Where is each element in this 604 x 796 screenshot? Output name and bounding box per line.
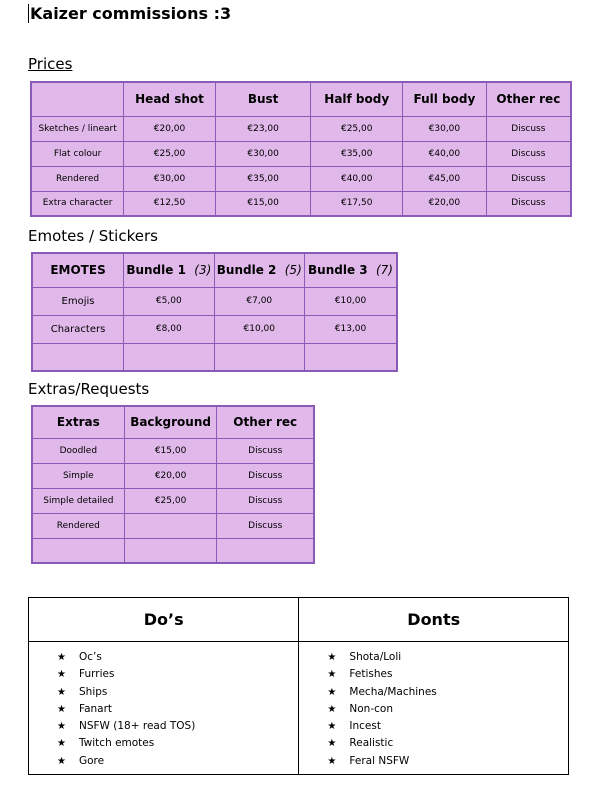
table-cell: €35,00	[215, 166, 311, 191]
emotes-header-row	[32, 253, 397, 287]
table-cell: €12,50	[124, 191, 216, 216]
list-item: ★ Furries	[57, 666, 298, 683]
table-cell: Characters	[32, 315, 124, 343]
table-row	[31, 141, 571, 166]
star-icon: ★	[327, 703, 337, 715]
table-cell: Simple	[32, 463, 124, 488]
table-cell: Rendered	[32, 513, 124, 538]
emotes-header-cell: EMOTES	[32, 253, 124, 287]
emotes-table	[31, 252, 398, 372]
extras-table	[31, 405, 315, 564]
table-row	[32, 343, 397, 371]
list-item: ★ Fanart	[57, 701, 298, 718]
dos-heading: Do’s	[29, 598, 299, 642]
table-cell	[124, 538, 217, 563]
emotes-header-cell: Bundle 2 (5)	[214, 253, 304, 287]
table-cell: €45,00	[403, 166, 487, 191]
table-cell: €17,50	[311, 191, 403, 216]
star-icon: ★	[327, 652, 337, 663]
extras-header-cell: Extras	[32, 406, 124, 438]
table-cell: Flat colour	[31, 141, 124, 166]
emotes-header-cell: Bundle 3 (7)	[305, 253, 398, 287]
table-cell: €10,00	[214, 315, 304, 343]
table-cell: €40,00	[311, 166, 403, 191]
table-cell: €15,00	[215, 191, 311, 216]
list-item: ★ Shota/Loli	[327, 649, 568, 666]
table-cell: €30,00	[215, 141, 311, 166]
prices-header-cell: Other rec	[486, 82, 571, 116]
table-cell: Simple detailed	[32, 488, 124, 513]
prices-header-cell: Bust	[215, 82, 311, 116]
table-row	[32, 513, 314, 538]
table-cell: €25,00	[124, 141, 216, 166]
list-item: ★ Realistic	[327, 735, 568, 752]
table-row	[32, 438, 314, 463]
table-row	[31, 191, 571, 216]
table-cell: €20,00	[403, 191, 487, 216]
table-cell: Sketches / lineart	[31, 116, 124, 141]
table-cell	[32, 538, 124, 563]
table-cell	[124, 343, 214, 371]
table-cell: Discuss	[486, 166, 571, 191]
table-cell: €20,00	[124, 463, 217, 488]
table-cell: €25,00	[311, 116, 403, 141]
table-cell: €25,00	[124, 488, 217, 513]
table-cell: €40,00	[403, 141, 487, 166]
table-cell: Discuss	[486, 141, 571, 166]
table-row	[31, 116, 571, 141]
table-cell: Discuss	[217, 438, 314, 463]
list-item: ★ Oc’s	[57, 649, 298, 666]
prices-heading: Prices	[28, 55, 73, 73]
extras-header-cell: Background	[124, 406, 217, 438]
table-cell	[305, 343, 398, 371]
list-item: ★ Twitch emotes	[57, 735, 298, 752]
table-row	[32, 315, 397, 343]
table-cell: Discuss	[217, 463, 314, 488]
table-cell: Discuss	[217, 488, 314, 513]
table-cell: Emojis	[32, 287, 124, 315]
extras-header-cell: Other rec	[217, 406, 314, 438]
table-cell: €23,00	[215, 116, 311, 141]
table-cell: Discuss	[486, 116, 571, 141]
table-cell: €13,00	[305, 315, 398, 343]
table-cell: Discuss	[217, 513, 314, 538]
prices-header-row	[31, 82, 571, 116]
star-icon: ★	[327, 755, 337, 767]
table-cell: €10,00	[305, 287, 398, 315]
star-icon: ★	[57, 686, 66, 698]
list-item: ★ Non-con	[327, 701, 568, 718]
emotes-header-cell: Bundle 1 (3)	[124, 253, 214, 287]
star-icon: ★	[57, 755, 66, 767]
dos-cell	[29, 642, 299, 775]
prices-header-cell	[31, 82, 124, 116]
table-cell: Doodled	[32, 438, 124, 463]
table-cell: Extra character	[31, 191, 124, 216]
prices-header-cell: Half body	[311, 82, 403, 116]
table-cell: Discuss	[486, 191, 571, 216]
list-item: ★ NSFW (18+ read TOS)	[57, 718, 298, 735]
prices-header-cell: Full body	[403, 82, 487, 116]
extras-heading: Extras/Requests	[28, 380, 150, 398]
list-item: ★ Gore	[57, 753, 298, 770]
star-icon: ★	[327, 686, 337, 698]
table-cell: €30,00	[124, 166, 216, 191]
prices-header-cell: Head shot	[124, 82, 216, 116]
star-icon: ★	[57, 703, 66, 715]
table-cell: €35,00	[311, 141, 403, 166]
table-cell	[214, 343, 304, 371]
star-icon: ★	[57, 669, 66, 681]
table-cell: Rendered	[31, 166, 124, 191]
table-cell	[124, 513, 217, 538]
table-cell: €20,00	[124, 116, 216, 141]
extras-header-row	[32, 406, 314, 438]
table-row	[32, 488, 314, 513]
emotes-heading: Emotes / Stickers	[28, 227, 158, 245]
star-icon: ★	[327, 669, 337, 681]
donts-cell	[299, 642, 569, 775]
star-icon: ★	[57, 652, 66, 663]
table-row	[31, 166, 571, 191]
list-item: ★ Fetishes	[327, 666, 568, 683]
dos-list	[29, 642, 298, 770]
table-row	[32, 463, 314, 488]
table-row	[32, 538, 314, 563]
donts-heading: Donts	[299, 598, 569, 642]
table-cell	[32, 343, 124, 371]
list-item: ★ Ships	[57, 684, 298, 701]
dos-donts-table	[28, 597, 569, 775]
donts-list	[299, 642, 568, 770]
star-icon: ★	[327, 721, 337, 733]
page-title: Kaizer commissions :3	[30, 4, 232, 23]
list-item: ★ Incest	[327, 718, 568, 735]
table-cell: €15,00	[124, 438, 217, 463]
table-cell: €7,00	[214, 287, 304, 315]
table-cell: €8,00	[124, 315, 214, 343]
table-cell: €5,00	[124, 287, 214, 315]
table-row	[32, 287, 397, 315]
star-icon: ★	[57, 721, 66, 733]
list-item: ★ Mecha/Machines	[327, 684, 568, 701]
star-icon: ★	[327, 738, 337, 750]
star-icon: ★	[57, 738, 66, 750]
table-cell: €30,00	[403, 116, 487, 141]
table-cell	[217, 538, 314, 563]
prices-table	[30, 81, 572, 217]
list-item: ★ Feral NSFW	[327, 753, 568, 770]
